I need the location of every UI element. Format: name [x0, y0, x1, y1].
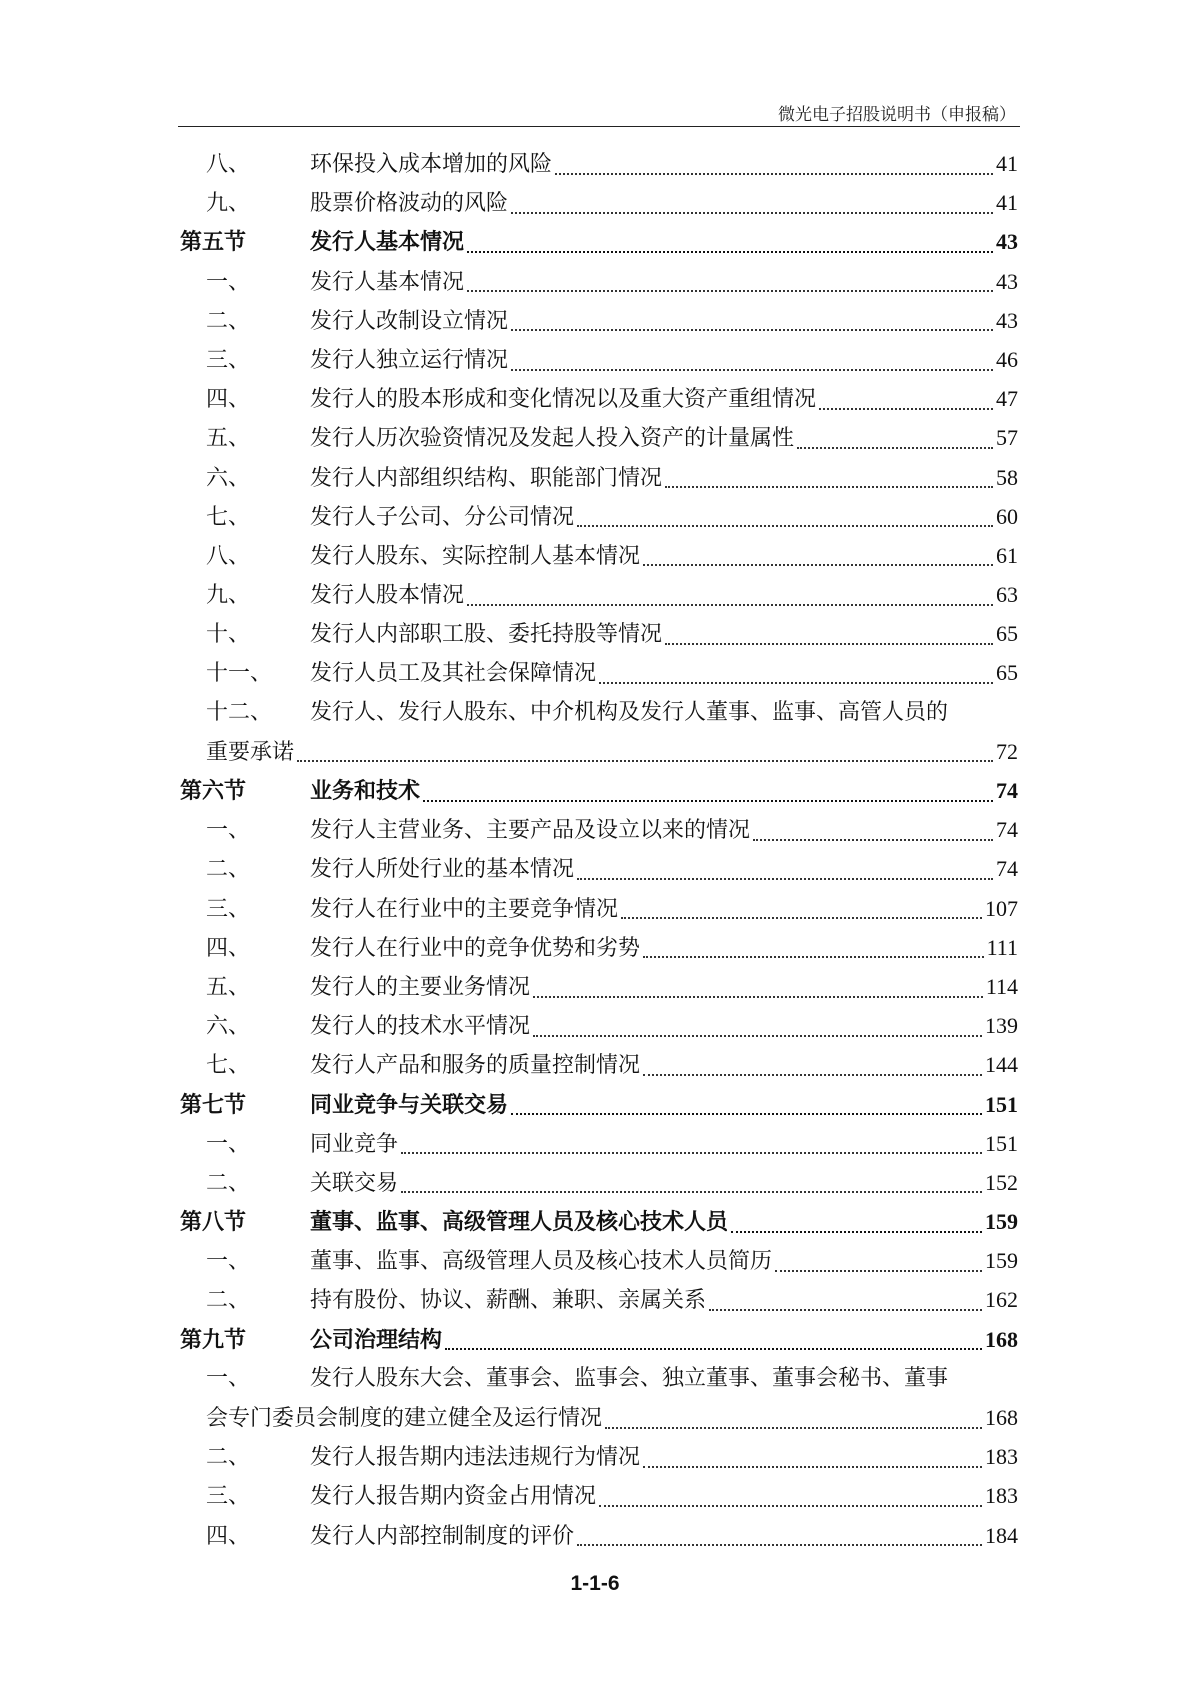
- dot-leader: [605, 1425, 982, 1429]
- toc-section[interactable]: [180, 1085, 1018, 1124]
- toc-entry-page: 152: [985, 1169, 1018, 1195]
- toc-section[interactable]: [180, 1202, 1018, 1241]
- toc-entry-page: 159: [985, 1209, 1018, 1235]
- toc-entry[interactable]: [180, 1006, 1018, 1045]
- toc-entry-page: 114: [985, 973, 1018, 999]
- dot-leader: [709, 1307, 982, 1311]
- toc-entry-page: 43: [996, 307, 1018, 333]
- toc-entry-page: 74: [996, 856, 1018, 882]
- toc-entry-page: 139: [985, 1013, 1018, 1039]
- toc-entry-title: 发行人报告期内违法违规行为情况: [310, 1445, 641, 1471]
- toc-entry-page: 65: [996, 660, 1018, 686]
- dot-leader: [731, 1229, 982, 1233]
- toc-entry[interactable]: [180, 849, 1018, 888]
- toc-entry-page: 168: [985, 1326, 1018, 1352]
- toc-entry[interactable]: [180, 693, 1018, 771]
- toc-entry-number: 第八节: [180, 1209, 247, 1236]
- toc-entry-number: 一、: [206, 1365, 251, 1391]
- dot-leader: [665, 484, 993, 488]
- toc-entry[interactable]: [180, 653, 1018, 692]
- toc-entry[interactable]: [180, 301, 1018, 340]
- toc-entry-number: 三、: [206, 896, 251, 922]
- toc-entry-title: 关联交易: [310, 1170, 399, 1196]
- toc-entry-title: 发行人所处行业的基本情况: [310, 857, 575, 883]
- toc-entry-title: 发行人股东、实际控制人基本情况: [310, 543, 641, 569]
- toc-entry-number: 八、: [206, 543, 251, 569]
- toc-entry-number: 第七节: [180, 1091, 247, 1118]
- toc-entry[interactable]: [180, 262, 1018, 301]
- toc-entry-page: 107: [985, 895, 1018, 921]
- toc-entry-page: 183: [985, 1444, 1018, 1470]
- dot-leader: [467, 249, 993, 253]
- toc-entry-title: 发行人内部控制制度的评价: [310, 1523, 575, 1549]
- toc-entry-number: 三、: [206, 347, 251, 373]
- toc-entry[interactable]: [180, 1476, 1018, 1515]
- toc-entry[interactable]: [180, 928, 1018, 967]
- toc-entry-page: 41: [996, 190, 1018, 216]
- dot-leader: [577, 523, 993, 527]
- toc-entry[interactable]: [180, 144, 1018, 183]
- toc-entry[interactable]: [180, 967, 1018, 1006]
- dot-leader: [401, 1150, 982, 1154]
- toc-entry[interactable]: [180, 536, 1018, 575]
- toc-entry[interactable]: [180, 1437, 1018, 1476]
- toc-entry[interactable]: [180, 1045, 1018, 1084]
- toc-section[interactable]: [180, 771, 1018, 810]
- toc-entry-page: 111: [986, 934, 1018, 960]
- toc-entry-title: 董事、监事、高级管理人员及核心技术人员简历: [310, 1249, 773, 1275]
- toc-entry-page: 60: [996, 503, 1018, 529]
- toc-entry-title: 发行人报告期内资金占用情况: [310, 1484, 597, 1510]
- toc-entry[interactable]: [180, 1359, 1018, 1437]
- dot-leader: [577, 1542, 982, 1546]
- toc-entry-page: 63: [996, 582, 1018, 608]
- toc-entry-title: 发行人的主要业务情况: [310, 974, 531, 1000]
- toc-entry-number: 四、: [206, 1523, 251, 1549]
- toc-entry-page: 162: [985, 1287, 1018, 1313]
- dot-leader: [643, 562, 993, 566]
- toc-entry-number: 第九节: [180, 1326, 247, 1353]
- toc-entry-page: 74: [996, 778, 1018, 804]
- dot-leader: [665, 641, 993, 645]
- toc-entry-number: 五、: [206, 974, 251, 1000]
- dot-leader: [511, 1111, 982, 1115]
- toc-entry-number: 二、: [206, 1445, 251, 1471]
- page-number: 1-1-6: [570, 1572, 620, 1595]
- toc-entry-title: 环保投入成本增加的风险: [310, 152, 553, 177]
- toc-entry-page: 74: [996, 817, 1018, 843]
- toc-entry-title: 发行人基本情况: [310, 229, 465, 256]
- dot-leader: [599, 680, 993, 684]
- toc-entry-number: 七、: [206, 504, 251, 530]
- dot-leader: [423, 798, 993, 802]
- toc-entry-title: 发行人股东大会、董事会、监事会、独立董事、董事会秘书、董事: [310, 1365, 949, 1391]
- toc-entry[interactable]: [180, 340, 1018, 379]
- dot-leader: [467, 602, 993, 606]
- toc-entry-number: 一、: [206, 818, 251, 844]
- toc-entry[interactable]: [180, 1163, 1018, 1202]
- toc-entry[interactable]: [180, 1516, 1018, 1555]
- toc-entry-number: 十一、: [206, 661, 273, 687]
- toc-entry-title: 发行人员工及其社会保障情况: [310, 661, 597, 687]
- toc-entry-number: 九、: [206, 583, 251, 609]
- dot-leader: [445, 1346, 982, 1350]
- toc-entry-number: 一、: [206, 1249, 251, 1275]
- toc-entry[interactable]: [180, 418, 1018, 457]
- toc-entry-title: 同业竞争: [310, 1131, 399, 1157]
- toc-entry-title: 业务和技术: [310, 778, 421, 805]
- toc-entry-title: 发行人独立运行情况: [310, 347, 509, 373]
- toc-entry-page: 57: [996, 425, 1018, 451]
- toc-entry-number: 三、: [206, 1484, 251, 1510]
- toc-entry-title: 持有股份、协议、薪酬、兼职、亲属关系: [310, 1288, 707, 1314]
- toc-entry-title: 发行人内部组织结构、职能部门情况: [310, 465, 663, 491]
- toc-entry-title: 发行人主营业务、主要产品及设立以来的情况: [310, 818, 751, 844]
- toc-entry-number: 二、: [206, 1288, 251, 1314]
- toc-entry-page: 183: [985, 1483, 1018, 1509]
- dot-leader: [753, 837, 993, 841]
- toc-entry[interactable]: [180, 1241, 1018, 1280]
- page-header: [178, 98, 1020, 127]
- dot-leader: [797, 445, 993, 449]
- dot-leader: [297, 758, 993, 762]
- toc-entry-title: 同业竞争与关联交易: [310, 1091, 509, 1118]
- toc-entry-number: 四、: [206, 387, 251, 413]
- toc-entry[interactable]: [180, 379, 1018, 418]
- toc-entry-page: 151: [985, 1130, 1018, 1156]
- toc-entry-page: 151: [985, 1091, 1018, 1117]
- toc-entry-number: 六、: [206, 1014, 251, 1040]
- toc-entry[interactable]: [180, 497, 1018, 536]
- toc-entry-number: 十、: [206, 622, 251, 648]
- toc-entry-page: 41: [996, 151, 1018, 176]
- toc-entry-page: 43: [996, 268, 1018, 294]
- toc-entry-title: 股票价格波动的风险: [310, 191, 509, 217]
- toc-entry[interactable]: [180, 575, 1018, 614]
- dot-leader: [533, 1033, 982, 1037]
- toc-entry-page: 184: [985, 1522, 1018, 1548]
- table-of-contents: [180, 144, 1018, 1555]
- toc-entry-title: 发行人在行业中的主要竞争情况: [310, 896, 619, 922]
- toc-entry-number: 二、: [206, 1170, 251, 1196]
- toc-entry-title: 发行人、发行人股东、中介机构及发行人董事、监事、高管人员的: [310, 699, 949, 725]
- toc-entry-page: 144: [985, 1052, 1018, 1078]
- toc-entry-page: 58: [996, 464, 1018, 490]
- dot-leader: [533, 994, 983, 998]
- dot-leader: [599, 1503, 982, 1507]
- toc-entry[interactable]: [180, 183, 1018, 222]
- toc-entry[interactable]: [180, 810, 1018, 849]
- toc-entry-number: 七、: [206, 1053, 251, 1079]
- toc-entry-title: 董事、监事、高级管理人员及核心技术人员: [310, 1209, 729, 1236]
- dot-leader: [511, 210, 993, 214]
- dot-leader: [577, 876, 993, 880]
- dot-leader: [775, 1268, 982, 1272]
- dot-leader: [643, 1072, 982, 1076]
- toc-section[interactable]: [180, 1320, 1018, 1359]
- toc-entry-page: 159: [985, 1248, 1018, 1274]
- toc-entry-title: 发行人内部职工股、委托持股等情况: [310, 622, 663, 648]
- toc-entry[interactable]: [180, 889, 1018, 928]
- toc-entry-page: 43: [996, 229, 1018, 255]
- toc-entry-title: 发行人的技术水平情况: [310, 1014, 531, 1040]
- dot-leader: [511, 327, 993, 331]
- toc-entry-number: 第六节: [180, 778, 247, 805]
- toc-entry[interactable]: [180, 1280, 1018, 1319]
- toc-entry-number: 二、: [206, 308, 251, 334]
- toc-entry-title-continued: 重要承诺: [206, 739, 295, 765]
- toc-entry-number: 二、: [206, 857, 251, 883]
- toc-entry[interactable]: [180, 614, 1018, 653]
- toc-entry-number: 六、: [206, 465, 251, 491]
- dot-leader: [401, 1189, 982, 1193]
- toc-entry-title: 发行人股本情况: [310, 583, 465, 609]
- toc-entry-title: 发行人子公司、分公司情况: [310, 504, 575, 530]
- toc-entry-title: 发行人产品和服务的质量控制情况: [310, 1053, 641, 1079]
- dot-leader: [511, 367, 993, 371]
- toc-entry-title: 发行人基本情况: [310, 269, 465, 295]
- dot-leader: [555, 171, 993, 175]
- toc-entry[interactable]: [180, 1124, 1018, 1163]
- toc-entry-number: 五、: [206, 426, 251, 452]
- toc-entry-title: 发行人的股本形成和变化情况以及重大资产重组情况: [310, 387, 817, 413]
- toc-entry-page: 61: [996, 542, 1018, 568]
- toc-entry-number: 十二、: [206, 699, 273, 725]
- dot-leader: [643, 1464, 982, 1468]
- toc-entry-page: 168: [985, 1405, 1018, 1431]
- toc-entry[interactable]: [180, 458, 1018, 497]
- toc-entry-number: 九、: [206, 191, 251, 217]
- toc-entry-title: 发行人历次验资情况及发起人投入资产的计量属性: [310, 426, 795, 452]
- dot-leader: [467, 288, 993, 292]
- toc-entry-page: 46: [996, 346, 1018, 372]
- toc-entry-title: 发行人在行业中的竞争优势和劣势: [310, 935, 641, 961]
- toc-entry-title-continued: 会专门委员会制度的建立健全及运行情况: [206, 1406, 603, 1432]
- document-title: 微光电子招股说明书（申报稿）: [778, 105, 1016, 125]
- toc-entry-number: 一、: [206, 1131, 251, 1157]
- dot-leader: [621, 915, 982, 919]
- toc-entry-page: 47: [996, 386, 1018, 412]
- toc-entry-title: 发行人改制设立情况: [310, 308, 509, 334]
- toc-entry-page: 72: [996, 738, 1018, 764]
- toc-entry-page: 65: [996, 621, 1018, 647]
- toc-entry-number: 一、: [206, 269, 251, 295]
- dot-leader: [819, 406, 993, 410]
- dot-leader: [643, 954, 984, 958]
- toc-entry-number: 第五节: [180, 229, 247, 256]
- toc-entry-title: 公司治理结构: [310, 1326, 443, 1353]
- toc-entry-number: 四、: [206, 935, 251, 961]
- toc-entry-number: 八、: [206, 152, 251, 177]
- toc-section[interactable]: [180, 222, 1018, 261]
